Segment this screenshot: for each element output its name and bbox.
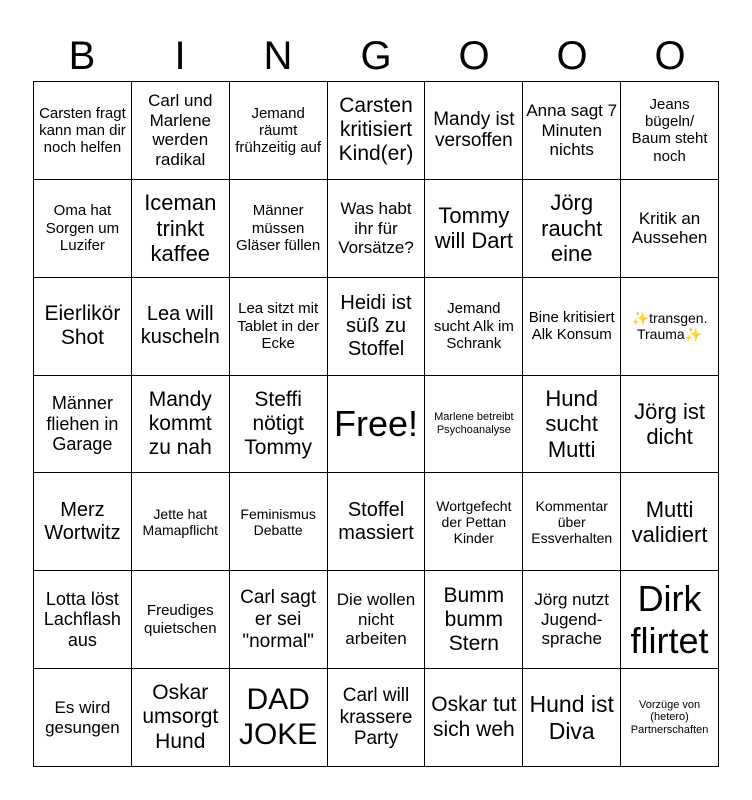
bingo-cell[interactable]: Jeans bügeln/ Baum steht noch: [621, 82, 719, 180]
bingo-cell[interactable]: Anna sagt 7 Minuten nichts: [523, 82, 621, 180]
bingo-cell[interactable]: Carl will krassere Party: [328, 669, 426, 767]
bingo-cell[interactable]: Carl sagt er sei "normal": [230, 571, 328, 669]
bingo-cell[interactable]: Jemand räumt frühzeitig auf: [230, 82, 328, 180]
header-letter-b: B: [68, 34, 96, 78]
bingo-cell[interactable]: Jörg raucht eine: [523, 180, 621, 278]
bingo-cell[interactable]: Heidi ist süß zu Stoffel: [328, 278, 426, 376]
bingo-cell[interactable]: Stoffel massiert: [328, 473, 426, 571]
bingo-cell[interactable]: Männer fliehen in Garage: [34, 376, 132, 474]
bingo-cell[interactable]: Dirk flirtet: [621, 571, 719, 669]
bingo-cell[interactable]: Steffi nötigt Tommy: [230, 376, 328, 474]
bingo-cell[interactable]: Jemand sucht Alk im Schrank: [425, 278, 523, 376]
bingo-cell[interactable]: Kommentar über Essverhalten: [523, 473, 621, 571]
bingo-cell[interactable]: Merz Wortwitz: [34, 473, 132, 571]
header-letter-o3: O: [654, 34, 686, 78]
bingo-cell[interactable]: DAD JOKE: [230, 669, 328, 767]
bingo-cell[interactable]: Kritik an Aussehen: [621, 180, 719, 278]
bingo-cell[interactable]: Mandy kommt zu nah: [132, 376, 230, 474]
bingo-cell[interactable]: Jette hat Mamapflicht: [132, 473, 230, 571]
bingo-cell[interactable]: Die wollen nicht arbeiten: [328, 571, 426, 669]
bingo-cell[interactable]: Feminismus Debatte: [230, 473, 328, 571]
bingo-cell[interactable]: Marlene betreibt Psychoanalyse: [425, 376, 523, 474]
bingo-header: [33, 32, 719, 80]
bingo-cell[interactable]: Hund sucht Mutti: [523, 376, 621, 474]
bingo-cell[interactable]: Lea sitzt mit Tablet in der Ecke: [230, 278, 328, 376]
bingo-grid: [33, 81, 719, 767]
bingo-cell[interactable]: Carsten kritisiert Kind(er): [328, 82, 426, 180]
bingo-cell[interactable]: Vorzüge von (hetero) Partnerschaften: [621, 669, 719, 767]
bingo-cell[interactable]: Es wird gesungen: [34, 669, 132, 767]
bingo-cell[interactable]: Carsten fragt kann man dir noch helfen: [34, 82, 132, 180]
free-cell[interactable]: Free!: [328, 376, 426, 474]
header-letter-g: G: [360, 34, 392, 78]
bingo-cell[interactable]: Jörg nutzt Jugend-sprache: [523, 571, 621, 669]
header-letter-o1: O: [458, 34, 490, 78]
bingo-cell[interactable]: Wortgefecht der Pettan Kinder: [425, 473, 523, 571]
bingo-cell[interactable]: Iceman trinkt kaffee: [132, 180, 230, 278]
header-letter-n: N: [263, 34, 293, 78]
bingo-cell[interactable]: Tommy will Dart: [425, 180, 523, 278]
bingo-cell[interactable]: Oma hat Sorgen um Luzifer: [34, 180, 132, 278]
bingo-cell[interactable]: Lotta löst Lachflash aus: [34, 571, 132, 669]
bingo-cell[interactable]: Lea will kuscheln: [132, 278, 230, 376]
bingo-cell[interactable]: Mutti validiert: [621, 473, 719, 571]
header-letter-i: I: [174, 34, 186, 78]
bingo-cell[interactable]: Freudiges quietschen: [132, 571, 230, 669]
bingo-cell[interactable]: Mandy ist versoffen: [425, 82, 523, 180]
bingo-cell[interactable]: Bumm bumm Stern: [425, 571, 523, 669]
bingo-cell[interactable]: Was habt ihr für Vorsätze?: [328, 180, 426, 278]
bingo-cell[interactable]: Oskar tut sich weh: [425, 669, 523, 767]
bingo-cell[interactable]: Carl und Marlene werden radikal: [132, 82, 230, 180]
bingo-cell[interactable]: Hund ist Diva: [523, 669, 621, 767]
bingo-cell[interactable]: Oskar umsorgt Hund: [132, 669, 230, 767]
bingo-cell[interactable]: Männer müssen Gläser füllen: [230, 180, 328, 278]
bingo-cell[interactable]: Jörg ist dicht: [621, 376, 719, 474]
bingo-cell[interactable]: ✨transgen. Trauma✨: [621, 278, 719, 376]
bingo-cell[interactable]: Eierlikör Shot: [34, 278, 132, 376]
bingo-cell[interactable]: Bine kritisiert Alk Konsum: [523, 278, 621, 376]
header-letter-o2: O: [556, 34, 588, 78]
